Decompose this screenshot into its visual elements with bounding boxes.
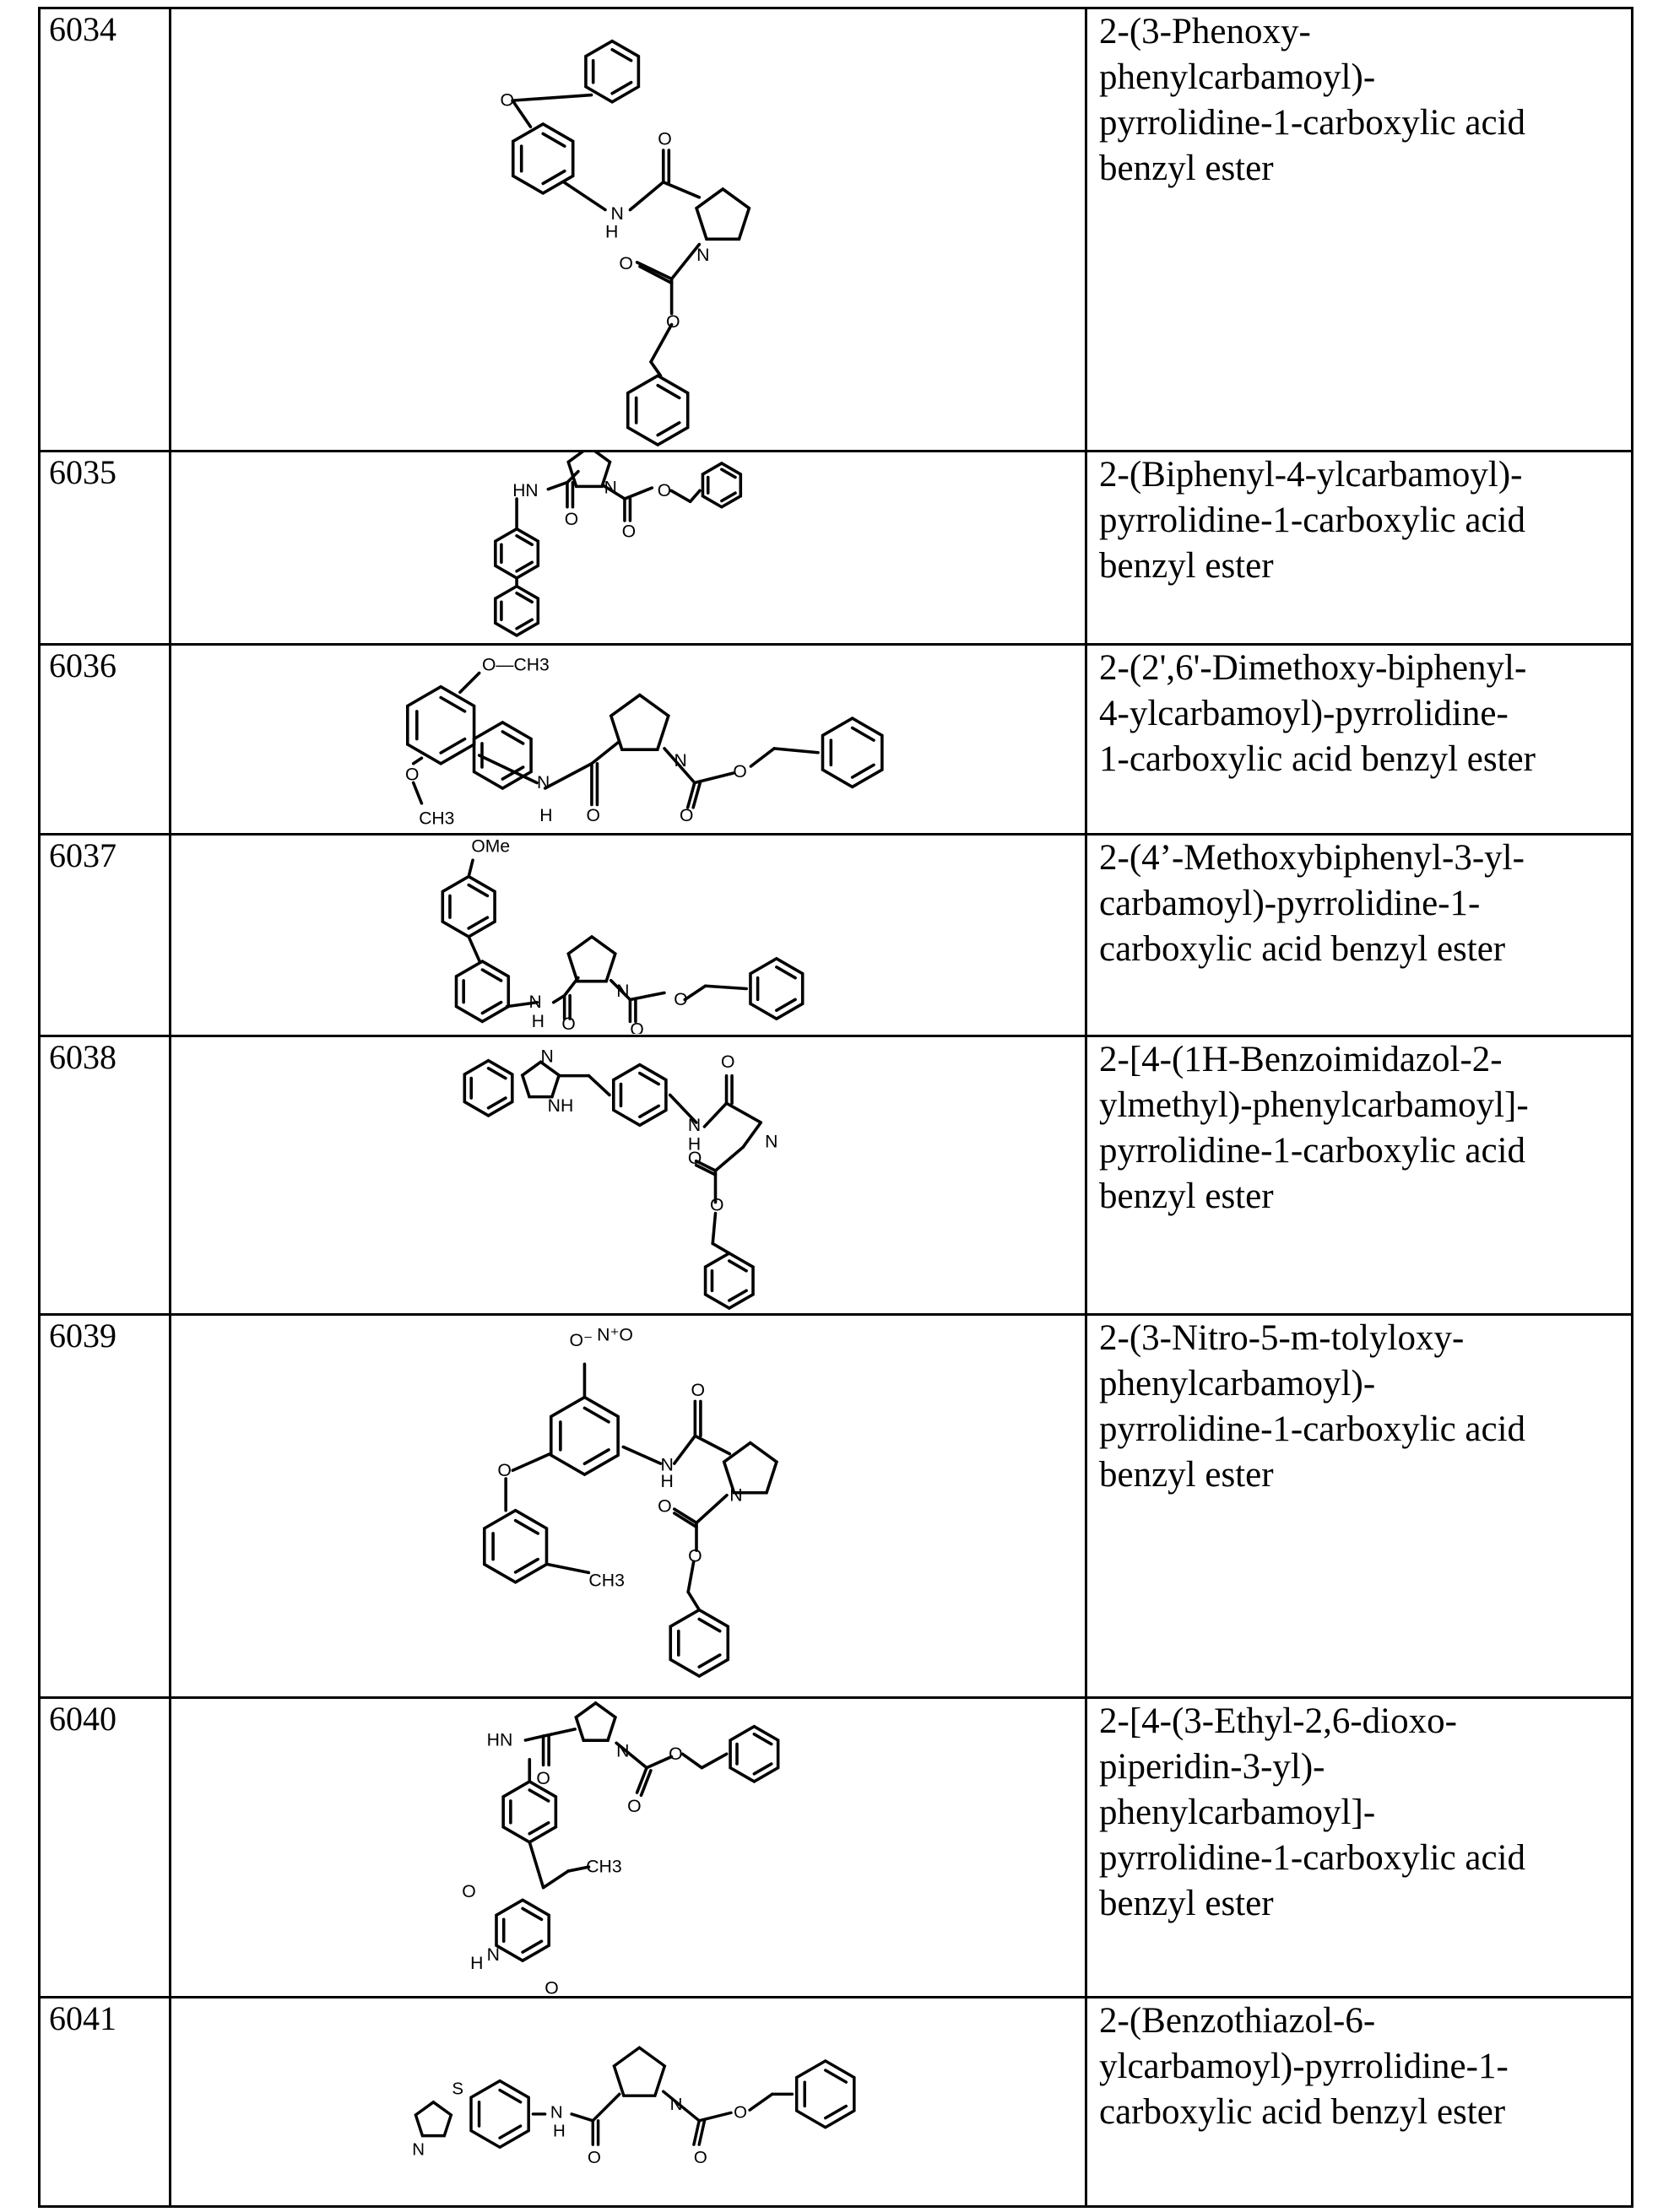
atom-label: O bbox=[565, 510, 578, 529]
chemical-structure bbox=[171, 452, 1085, 642]
chemical-structure bbox=[171, 1037, 1085, 1312]
atom-label: H bbox=[553, 2122, 566, 2141]
atom-label: HN bbox=[512, 481, 538, 500]
atom-label: N bbox=[660, 1454, 673, 1474]
structure-cell bbox=[171, 645, 1086, 835]
bond bbox=[529, 1842, 543, 1888]
compound-name: 2-(Benzothiazol-6- ylcarbamoyl)-pyrrolidine-1- carboxylic acid benzyl ester bbox=[1086, 1998, 1633, 2207]
bond bbox=[593, 2094, 619, 2120]
bond bbox=[702, 1754, 726, 1767]
atom-label: CH3 bbox=[586, 1858, 621, 1877]
atom-label: HN bbox=[487, 1731, 513, 1750]
atom-label: O bbox=[619, 253, 633, 273]
structure-cell bbox=[171, 8, 1086, 452]
atom-label: O bbox=[669, 1744, 683, 1764]
bond bbox=[544, 1729, 576, 1736]
atom-label: O bbox=[497, 1460, 512, 1480]
bond bbox=[512, 95, 591, 101]
structure-cell bbox=[171, 452, 1086, 645]
bond bbox=[547, 1565, 588, 1573]
bond bbox=[414, 758, 422, 764]
bond bbox=[694, 2121, 699, 2144]
compound-name: 2-(3-Phenoxy- phenylcarbamoyl)- pyrrolidine-1-carboxylic acid benzyl ester bbox=[1086, 8, 1633, 452]
atom-label: O bbox=[674, 990, 687, 1009]
bond bbox=[625, 488, 652, 499]
compound-id: 6041 bbox=[40, 1998, 171, 2207]
bond bbox=[545, 764, 592, 788]
compound-id: 6039 bbox=[40, 1315, 171, 1698]
bond bbox=[674, 1436, 696, 1463]
structure-cell bbox=[171, 1036, 1086, 1315]
atom-label: N bbox=[604, 479, 617, 498]
atom-label: N bbox=[729, 1485, 742, 1505]
chemical-structure bbox=[171, 1998, 1085, 2204]
bond bbox=[651, 362, 660, 376]
table-row bbox=[40, 1315, 1633, 1698]
bond bbox=[699, 2112, 731, 2120]
bond bbox=[572, 2114, 593, 2121]
compound-id: 6036 bbox=[40, 645, 171, 835]
five-membered-ring bbox=[696, 189, 749, 239]
table-row bbox=[40, 1998, 1633, 2207]
atom-label: N bbox=[611, 203, 624, 224]
bond bbox=[414, 783, 422, 803]
bond bbox=[688, 1592, 699, 1609]
compound-name: 2-(3-Nitro-5-m-tolyloxy- phenylcarbamoyl)- pyrrolidine-1-carboxylic acid benzyl ester bbox=[1086, 1315, 1633, 1698]
bond bbox=[671, 490, 691, 501]
atom-label: O bbox=[694, 2148, 707, 2167]
atom-label: N bbox=[550, 2103, 563, 2123]
atom-label: O⁻ bbox=[569, 1330, 593, 1350]
atom-label: O bbox=[536, 1769, 550, 1788]
structure-cell bbox=[171, 1698, 1086, 1998]
compound-table bbox=[38, 7, 1633, 2208]
bond bbox=[750, 749, 774, 766]
structure-cell bbox=[171, 835, 1086, 1036]
atom-label: O bbox=[710, 1195, 723, 1214]
chemical-structure bbox=[171, 1699, 1085, 1995]
atom-label: H bbox=[605, 221, 618, 241]
atom-label: O bbox=[500, 90, 514, 111]
atom-label: N⁺ bbox=[597, 1324, 620, 1344]
atom-label: O bbox=[622, 522, 636, 541]
bond bbox=[716, 1147, 744, 1171]
atom-label: O bbox=[544, 1978, 559, 1995]
atom-label: N bbox=[537, 773, 550, 792]
atom-label: N bbox=[765, 1132, 777, 1151]
atom-label: CH3 bbox=[588, 1571, 625, 1591]
bond bbox=[696, 1495, 727, 1523]
bond bbox=[685, 986, 705, 999]
bond bbox=[512, 100, 530, 127]
atom-label: O bbox=[733, 762, 746, 782]
bond bbox=[548, 483, 567, 489]
atom-label: N bbox=[688, 1116, 701, 1135]
compound-name: 2-(4’-Methoxybiphenyl-3-yl- carbamoyl)-pyrrolidine-1- carboxylic acid benzyl ester bbox=[1086, 835, 1633, 1036]
compound-name: 2-[4-(3-Ethyl-2,6-dioxo- piperidin-3-yl)- phenylcarbamoyl]- pyrrolidine-1-carboxylic acid benzyl ester bbox=[1086, 1698, 1633, 1998]
table-row bbox=[40, 452, 1633, 645]
compound-name: 2-(Biphenyl-4-ylcarbamoyl)- pyrrolidine-1-carboxylic acid benzyl ester bbox=[1086, 452, 1633, 645]
atom-label: N bbox=[696, 245, 709, 265]
compound-name: 2-[4-(1H-Benzoimidazol-2- ylmethyl)-phenylcarbamoyl]- pyrrolidine-1-carboxylic acid benzyl ester bbox=[1086, 1036, 1633, 1315]
atom-label: O bbox=[688, 1545, 702, 1566]
atom-label: O bbox=[586, 806, 599, 825]
chemical-structure bbox=[171, 836, 1085, 1034]
bond bbox=[640, 267, 672, 284]
atom-label: N bbox=[412, 2140, 425, 2160]
atom-label: N bbox=[674, 751, 686, 771]
atom-label: N bbox=[487, 1945, 500, 1965]
atom-label: O bbox=[688, 1149, 702, 1168]
bond bbox=[774, 749, 818, 753]
table-row bbox=[40, 835, 1633, 1036]
bond bbox=[512, 1454, 550, 1471]
atom-label: NH bbox=[548, 1096, 574, 1116]
compound-id: 6034 bbox=[40, 8, 171, 452]
atom-label: O bbox=[630, 1020, 643, 1034]
atom-label: O bbox=[734, 2103, 747, 2123]
bond bbox=[630, 992, 664, 999]
atom-label: N bbox=[540, 1047, 553, 1066]
compound-name: 2-(2',6'-Dimethoxy-biphenyl- 4-ylcarbamoyl)-pyrrolidine- 1-carboxylic acid benzyl ester bbox=[1086, 645, 1633, 835]
bond bbox=[564, 182, 605, 210]
bond bbox=[695, 1436, 729, 1453]
structure-cell bbox=[171, 1998, 1086, 2207]
atom-label: O bbox=[658, 129, 672, 149]
bond bbox=[712, 1244, 729, 1253]
structure-cell bbox=[171, 1315, 1086, 1698]
bond bbox=[682, 1754, 702, 1767]
bond bbox=[704, 1103, 726, 1127]
compound-id: 6037 bbox=[40, 835, 171, 1036]
bond bbox=[699, 2121, 704, 2144]
bond bbox=[525, 1736, 543, 1740]
atom-label: CH3 bbox=[419, 809, 454, 828]
atom-label: N bbox=[616, 982, 629, 1001]
chemical-structure bbox=[171, 9, 1085, 449]
atom-label: S bbox=[452, 2079, 463, 2098]
atom-label: O bbox=[619, 1324, 633, 1344]
bond bbox=[750, 2094, 772, 2110]
bond bbox=[706, 986, 747, 988]
bond bbox=[554, 996, 565, 1003]
table-row bbox=[40, 645, 1633, 835]
atom-label: H bbox=[688, 1135, 701, 1155]
atom-label: O—CH3 bbox=[482, 655, 550, 674]
bond bbox=[637, 262, 672, 279]
five-membered-ring bbox=[523, 1062, 559, 1096]
bond bbox=[623, 1447, 660, 1463]
table-row bbox=[40, 1698, 1633, 1998]
atom-label: H bbox=[470, 1954, 483, 1973]
atom-label: N bbox=[670, 2095, 683, 2114]
chemical-structure bbox=[171, 646, 1085, 832]
bond bbox=[460, 673, 479, 693]
bond bbox=[664, 182, 700, 197]
atom-label: H bbox=[660, 1471, 673, 1491]
bond bbox=[691, 490, 700, 501]
bond bbox=[672, 245, 700, 279]
atom-label: N bbox=[616, 1742, 629, 1761]
bond bbox=[544, 1871, 568, 1888]
atom-label: O bbox=[691, 1380, 705, 1400]
bond bbox=[727, 1103, 761, 1122]
table-row bbox=[40, 8, 1633, 452]
atom-label: O bbox=[658, 481, 671, 500]
atom-label: O bbox=[462, 1882, 476, 1901]
bond bbox=[469, 860, 473, 876]
bond bbox=[630, 182, 663, 210]
five-membered-ring bbox=[415, 2102, 451, 2136]
atom-label: O bbox=[680, 806, 693, 825]
bond bbox=[688, 1561, 694, 1592]
atom-label: H bbox=[532, 1012, 544, 1031]
bond bbox=[589, 1076, 609, 1095]
atom-label: OMe bbox=[471, 836, 510, 856]
bond bbox=[712, 1214, 715, 1244]
bond bbox=[647, 1757, 671, 1768]
table-row bbox=[40, 1036, 1633, 1315]
atom-label: O bbox=[588, 2148, 601, 2167]
bond bbox=[469, 937, 479, 961]
bond bbox=[743, 1122, 761, 1147]
atom-label: H bbox=[539, 806, 552, 825]
five-membered-ring bbox=[568, 937, 615, 982]
bond bbox=[695, 773, 734, 782]
atom-label: O bbox=[627, 1797, 642, 1816]
bond bbox=[565, 978, 578, 996]
compound-id: 6040 bbox=[40, 1698, 171, 1998]
atom-label: O bbox=[405, 765, 419, 784]
atom-label: O bbox=[658, 1495, 672, 1516]
atom-label: N bbox=[529, 992, 542, 1012]
bond bbox=[592, 742, 620, 764]
compound-id: 6035 bbox=[40, 452, 171, 645]
five-membered-ring bbox=[576, 1703, 615, 1740]
atom-label: O bbox=[561, 1014, 575, 1034]
five-membered-ring bbox=[614, 2047, 664, 2096]
compound-id: 6038 bbox=[40, 1036, 171, 1315]
chemical-structure bbox=[171, 1316, 1085, 1696]
atom-label: O bbox=[666, 311, 680, 332]
atom-label: O bbox=[721, 1052, 734, 1072]
